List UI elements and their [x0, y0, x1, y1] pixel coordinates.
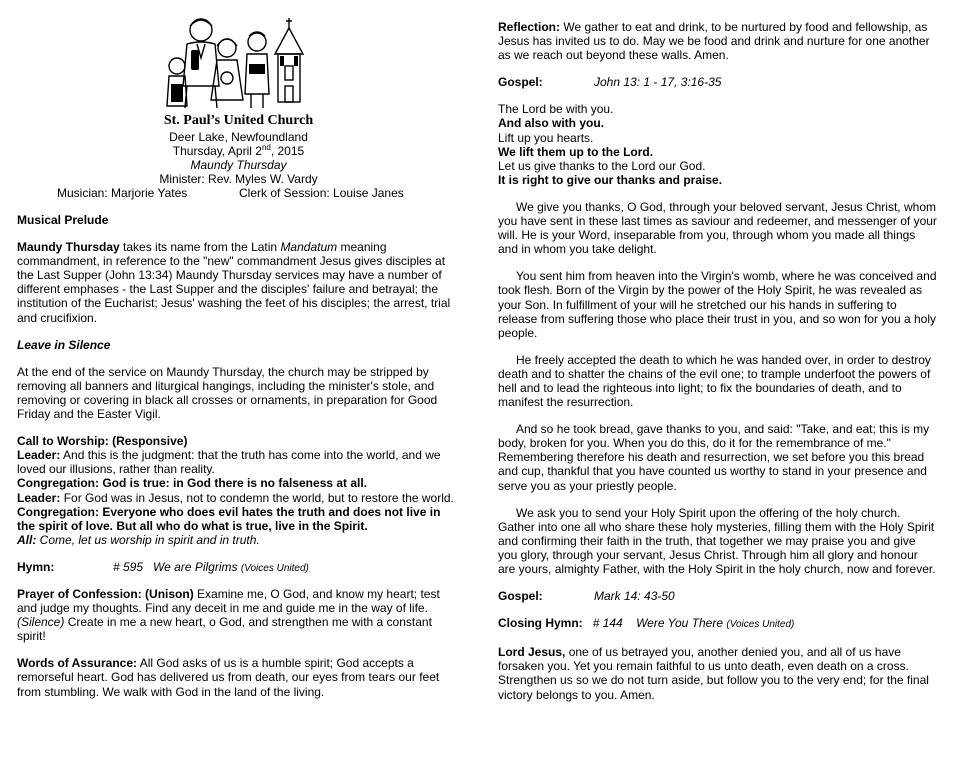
dialogue-line: Let us give thanks to the Lord our God.	[498, 158, 706, 173]
dialogue-line: We lift them up to the Lord.	[498, 144, 654, 159]
gospel-mark-line: Gospel: Mark 14: 43-50	[498, 589, 675, 604]
church-family-logo	[157, 14, 317, 110]
call-to-worship-title: Call to Worship: (Responsive)	[17, 434, 188, 449]
church-name: St. Paul’s United Church	[163, 113, 314, 128]
right-column	[498, 0, 938, 702]
prayer-of-confession: Prayer of Confession: (Unison) Examine me, O God, and know my heart; test and judge my thoughts. Find any deceit in me and guide me in the way of life. (Silence) Create in me a new heart, o God, and strengthen me with a constant spirit!	[17, 586, 440, 644]
words-of-assurance: Words of Assurance: All God asks of us is a humble spirit; God accepts a remorseful heart. God has delivered us from death, our eyes from tears our feet from stumbling. We walk with God in the land of the living.	[17, 656, 440, 699]
leave-in-silence: Leave in Silence	[17, 337, 111, 352]
thanksgiving-paragraph-2: You sent him from heaven into the Virgin's womb, where he was conceived and took flesh. Born of the Virgin by the power of the Holy Spirit, he was revealed as your Son. In fulfillment of your will he stretched our his hands in suffering to release from suffering those who place their trust in you, and so won for you a holy people.	[498, 269, 937, 340]
thanksgiving-paragraph-5: We ask you to send your Holy Spirit upon the offering of the holy church. Gather into one all who share these holy mysteries, filling them with the Holy Spirit and confirming their faith in the truth, that together we may praise you and give you glory, through your servant, Jesus Christ. Through him all glory and honour are yours, almighty Father, with the Holy Spirit in the holy church, now and forever.	[498, 505, 936, 576]
closing-prayer: Lord Jesus, one of us betrayed you, another denied you, and all of us have forsaken you. Yet you remain faithful to us unto death, even death on a cross. Strengthen us so we do not turn aside, but follow you to the very end; for the final victory belongs to you. Amen.	[498, 645, 929, 702]
service-occasion: Maundy Thursday	[190, 158, 287, 172]
leader-line-2: Leader: For God was in Jesus, not to condemn the world, but to restore the world.	[17, 490, 454, 505]
congregation-line-1: Congregation: God is true: in God there is no falseness at all.	[17, 476, 368, 491]
stripping-paragraph: At the end of the service on Maundy Thursday, the church may be stripped by removing all banners and liturgical hangings, including the minister's stole, and removing or covering in black all crosses or ornaments, in preparation for Good Friday and the Easter Vigil.	[17, 364, 438, 422]
thanksgiving-paragraph-4: And so he took bread, gave thanks to you, and said: "Take, and eat; this is my body, broken for you. When you do this, do it for the remembrance of me." Remembering therefore his death and resurrection, we set before you this bread and cup, thankful that you have counted us worthy to stand in your presence and serve you as your priestly people.	[498, 422, 930, 493]
leader-line-1: Leader: And this is the judgment: that the truth has come into the world, and we loved our illusions, rather than reality.	[17, 448, 441, 477]
all-line: All: Come, let us worship in spirit and in truth.	[17, 532, 260, 547]
congregation-line-2: Congregation: Everyone who does evil hates the truth and does not live in the spirit of love. But all who do what is true, live in the Spirit.	[17, 504, 441, 533]
gospel-john-line: Gospel: John 13: 1 - 17, 3:16-35	[498, 75, 722, 90]
closing-hymn-line: Closing Hymn: # 144 Were You There (Voices United)	[498, 616, 795, 631]
dialogue-line: The Lord be with you.	[498, 102, 614, 117]
clerk-line: Clerk of Session: Louise Janes	[239, 186, 404, 200]
musical-prelude: Musical Prelude	[17, 213, 109, 227]
musician-line: Musician: Marjorie Yates	[57, 186, 188, 200]
left-column	[17, 0, 460, 699]
thanksgiving-paragraph-1: We give you thanks, O God, through your beloved servant, Jesus Christ, whom you have sent in these last times as saviour and redeemer, and messenger of your will. He is your Word, inseparable from you, through whom you made all things and in whom you take delight.	[498, 199, 937, 257]
maundy-thursday-paragraph: Maundy Thursday takes its name from the Latin Mandatum meaning commandment, in reference to the "new" commandment Jesus gives disciples at the Last Supper (John 13:34) Maundy Thursday services may have a number of different emphases - the Last Supper and the disciples' failure and betrayal; the institution of the Eucharist; Jesus' washing the feet of his disciples; the arrest, trial and crucifixion.	[17, 240, 451, 325]
bulletin-header	[17, 0, 460, 200]
dialogue-line: Lift up you hearts.	[498, 130, 594, 145]
church-location: Deer Lake, Newfoundland	[169, 130, 308, 144]
eucharistic-dialogue	[498, 102, 938, 187]
service-date: Thursday, April 2nd, 2015	[172, 143, 305, 158]
dialogue-line: And also with you.	[498, 116, 605, 131]
minister-line: Minister: Rev. Myles W. Vardy	[159, 172, 318, 186]
reflection-paragraph: Reflection: We gather to eat and drink, to be nurtured by food and fellowship, as Jesus has invited us to do. May we be food and drink and nurture for one another as we reach out beyond these walls. Amen.	[498, 20, 930, 63]
dialogue-line: It is right to give our thanks and praise.	[498, 172, 723, 187]
hymn-line: Hymn: # 595 We are Pilgrims (Voices United)	[17, 559, 309, 574]
thanksgiving-paragraph-3: He freely accepted the death to which he was handed over, in order to destroy death and to shatter the chains of the evil one; to trample underfoot the powers of hell and to lead the righteous into light; to fix the boundaries of death, and to manifest the resurrection.	[498, 352, 931, 410]
